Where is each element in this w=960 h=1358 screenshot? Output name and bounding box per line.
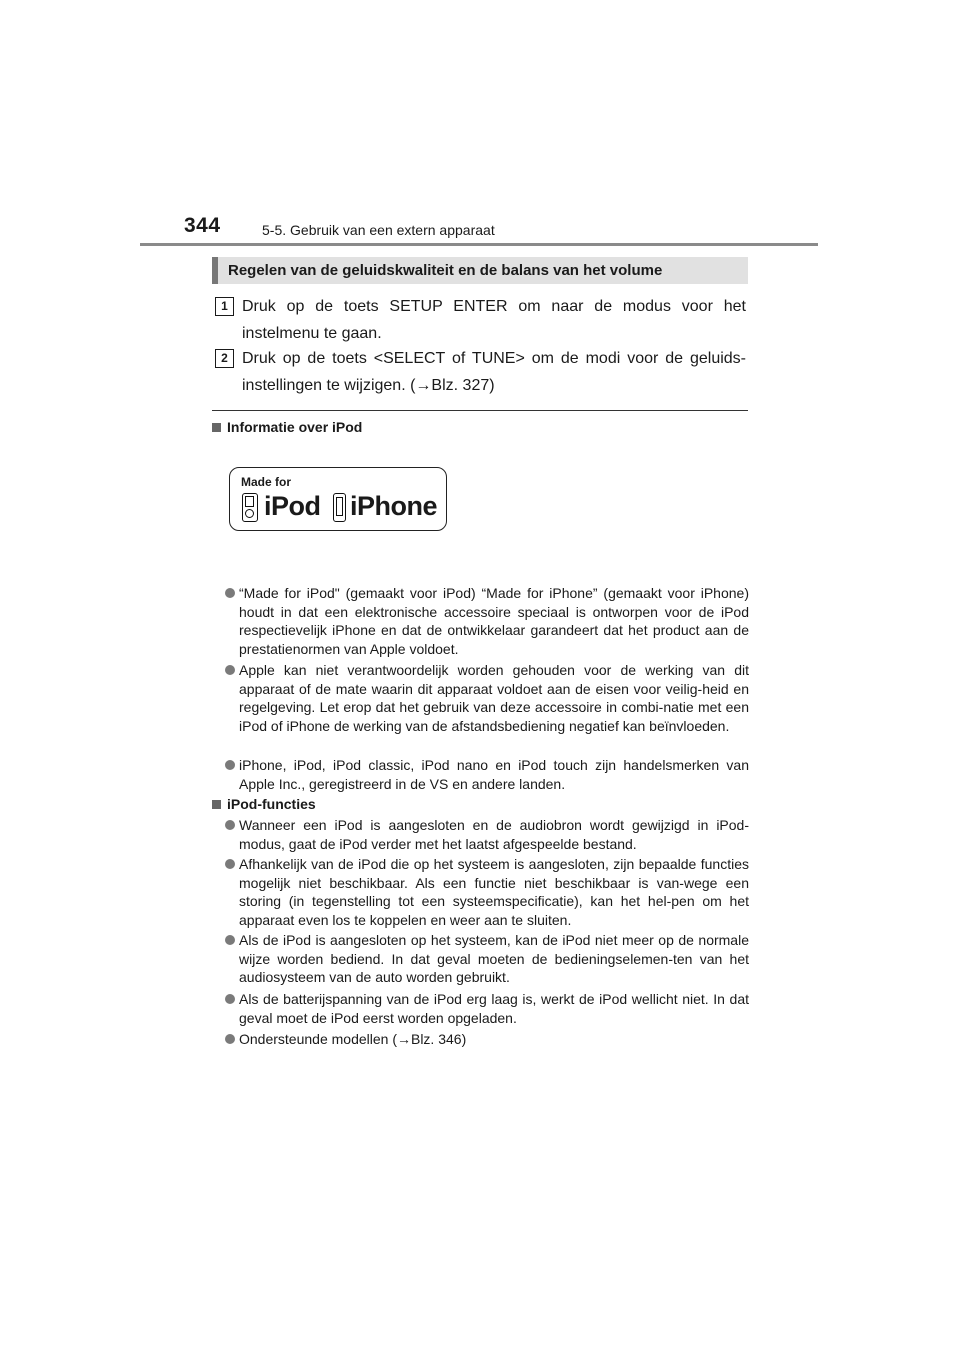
info-bullet-1 [225,584,749,658]
section-header: 5-5. Gebruik van een extern apparaat [262,222,495,238]
bullet-text: Ondersteunde modellen (→Blz. 346) [239,1031,467,1047]
logo-ipod-text: iPod [264,491,321,521]
functions-subheading [212,796,316,812]
bullet-text: Wanneer een iPod is aangesloten en de audiobron wordt gewijzigd in iPod-modus, gaat de iPod verder met het laatst afgespeelde bestand. [239,817,749,852]
functions-subheading-text: iPod-functies [227,796,316,812]
logo-made-for-text: Made for [241,475,292,489]
step-number-box: 2 [215,349,234,368]
info-subheading-text: Informatie over iPod [227,419,363,435]
bullet-dot-icon [225,935,235,945]
info-bullet-2 [225,661,749,735]
info-bullet-3 [225,756,749,793]
page-number: 344 [184,214,221,237]
step-1 [215,293,746,347]
step-text: Druk op de toets SETUP ENTER om naar de modus voor het instelmenu te gaan. [242,298,746,342]
bullet-dot-icon [225,1034,235,1044]
bullet-text: “Made for iPod" (gemaakt voor iPod) “Made for iPhone” (gemaakt voor iPhone) houdt in dat een elektronische accessoire speciaal is ontworpen voor de iPod respectievelijk iPhone en dat de ontwikkelaar garandeert dat het product aan de prestatienormen van Apple voldoet. [239,585,749,657]
bullet-text: Als de iPod is aangesloten op het systeem, kan de iPod niet meer op de normale wijze worden bediend. In dat geval moeten de bedieningselemen-ten van het audiosysteem van de auto worden gebruikt. [239,932,749,985]
step-number-box: 1 [215,297,234,316]
logo-iphone-text: iPhone [350,491,438,521]
functions-bullet-3 [225,931,749,987]
square-bullet-icon [212,800,221,809]
section-heading: Regelen van de geluidskwaliteit en de balans van het volume [212,257,748,284]
iphone-icon [333,493,346,522]
ipod-icon [242,493,258,522]
bullet-text: Apple kan niet verantwoordelijk worden gehouden voor de werking van dit apparaat of de mate waarin dit apparaat voldoet aan de eisen voor veilig-heid en regelgeving. Let erop dat het gebruik van deze accessoire in combi-natie met een iPod of iPhone de werking van de afstandsbediening negatief kan beïnvloeden. [239,662,749,734]
step-text: Druk op de toets <SELECT of TUNE> om de modi voor de geluids-instellingen te wijzigen. (→Blz. 327) [242,350,746,394]
info-subheading [212,419,362,435]
bullet-text: iPhone, iPod, iPod classic, iPod nano en iPod touch zijn handelsmerken van Apple Inc., geregistreerd in de VS en andere landen. [239,757,749,792]
bullet-dot-icon [225,760,235,770]
functions-bullet-5 [225,1030,749,1049]
made-for-ipod-iphone-logo [229,467,447,531]
step-2 [215,345,746,399]
header-rule [140,243,818,246]
bullet-dot-icon [225,665,235,675]
bullet-dot-icon [225,859,235,869]
functions-bullet-2 [225,855,749,929]
functions-bullet-4 [225,990,749,1027]
divider [212,410,748,411]
bullet-text: Als de batterijspanning van de iPod erg laag is, werkt de iPod wellicht niet. In dat geval moet de iPod eerst worden opgeladen. [239,991,749,1026]
bullet-text: Afhankelijk van de iPod die op het systeem is aangesloten, zijn bepaalde functies mogelijk niet beschikbaar. Als een functie niet beschikbaar is van-wege een storing (in tegenstelling tot een systeemspecificatie), kan het hel-pen om het apparaat even los te koppelen en weer aan te sluiten. [239,856,749,928]
functions-bullet-1 [225,816,749,853]
bullet-dot-icon [225,820,235,830]
square-bullet-icon [212,423,221,432]
bullet-dot-icon [225,994,235,1004]
bullet-dot-icon [225,588,235,598]
